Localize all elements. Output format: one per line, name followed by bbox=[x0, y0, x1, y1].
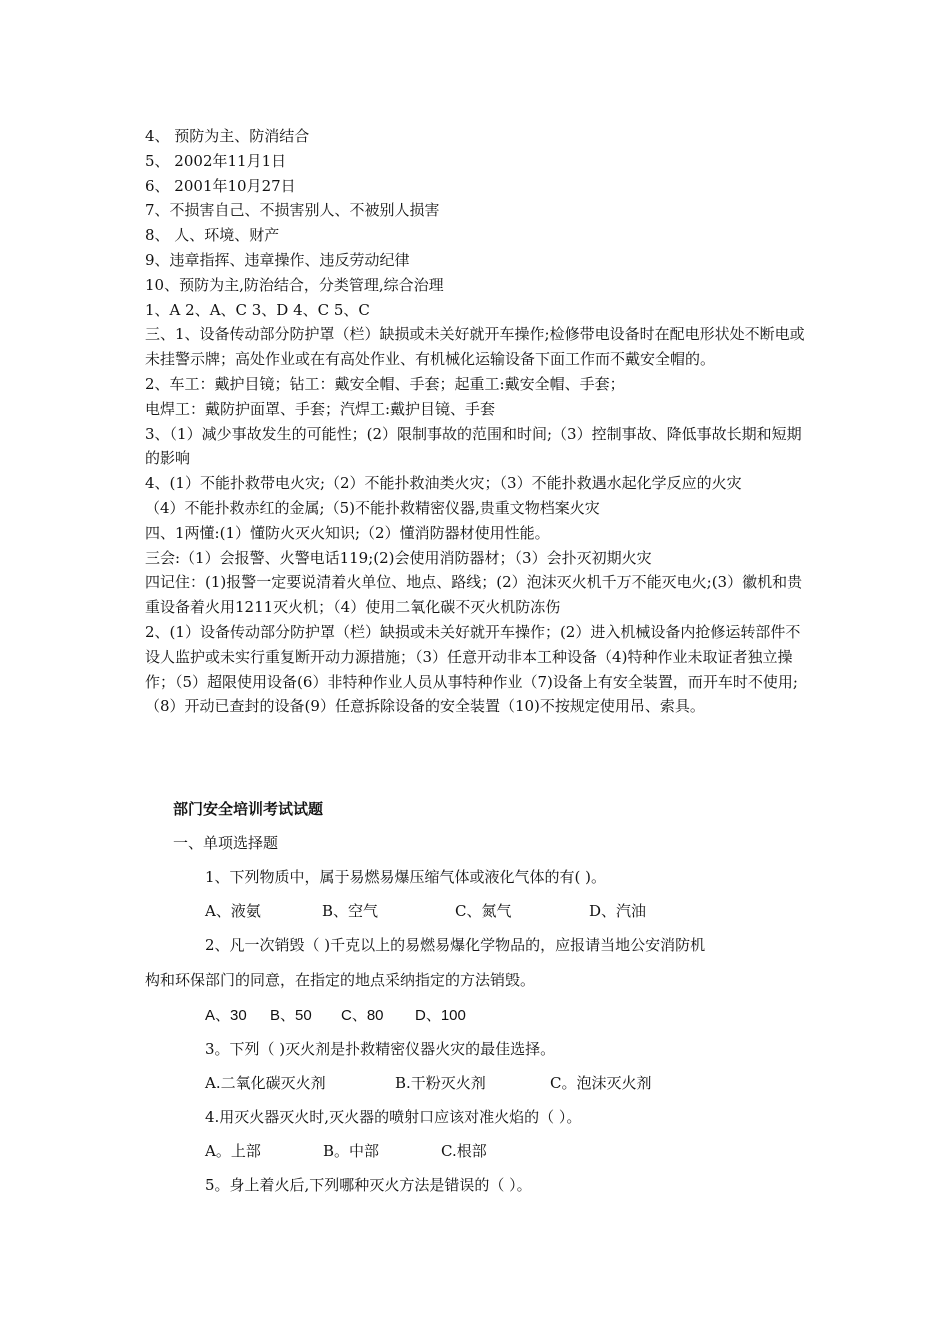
option-a: A。上部 bbox=[205, 1142, 261, 1160]
answer-line: 9、违章指挥、违章操作、违反劳动纪律 bbox=[145, 250, 410, 269]
question-2-line1: 2、凡一次销毁（ )千克以上的易燃易爆化学物品的，应报请当地公安消防机 bbox=[205, 936, 706, 954]
option-d: D、汽油 bbox=[589, 902, 647, 920]
option-b: B.干粉灭火剂 bbox=[395, 1074, 486, 1092]
answer-paragraph: 四记住：(1)报警一定要说清着火单位、地点、路线；(2）泡沫灭火机千万不能灭电火;(3）徽机和贵重设备着火用1211灭火机；（4）使用二氧化碳不灭火机防冻伤 bbox=[145, 573, 803, 617]
option-a: A.二氧化碳灭火剂 bbox=[205, 1074, 326, 1092]
answer-line: 5、 2002年11月1日 bbox=[145, 151, 287, 170]
answer-paragraph: 4、(1）不能扑救带电火灾;（2）不能扑救油类火灾；（3）不能扑救遇水起化学反应的火灾 bbox=[145, 474, 742, 493]
exam-title: 部门安全培训考试试题 bbox=[173, 800, 324, 818]
option-a: A、30 bbox=[205, 1007, 247, 1024]
option-b: B。中部 bbox=[323, 1142, 380, 1160]
answer-line: 6、 2001年10月27日 bbox=[145, 176, 296, 195]
answer-paragraph: 3、（1）减少事故发生的可能性；(2）限制事故的范围和时间;（3）控制事故、降低事故长期和短期的影响 bbox=[145, 424, 802, 468]
answer-line: 4、 预防为主、防消结合 bbox=[145, 127, 310, 145]
question-3: 3。下列（ )灭火剂是扑救精密仪器火灾的最佳选择。 bbox=[205, 1040, 556, 1058]
question-5: 5。身上着火后,下列哪种灭火方法是错误的（ ）。 bbox=[205, 1176, 532, 1194]
option-a: A、液氨 bbox=[205, 902, 261, 920]
answer-line: 7、不损害自己、不损害别人、不被别人损害 bbox=[145, 201, 440, 220]
question-4: 4.用灭火器灭火时,灭火器的喷射口应该对准火焰的（ ）。 bbox=[205, 1108, 582, 1126]
answer-line: 1、A 2、A、C 3、D 4、C 5、C bbox=[145, 300, 370, 319]
option-c: C、氮气 bbox=[455, 902, 512, 920]
answer-paragraph: 三、1、设备传动部分防护罩（栏）缺损或未关好就开车操作;检修带电设备时在配电形状处不断电或未挂警示牌；高处作业或在有高处作业、有机械化运输设备下面工作而不戴安全帽的。 bbox=[145, 325, 805, 369]
answer-key bbox=[145, 124, 810, 719]
section-heading: 一、单项选择题 bbox=[173, 834, 279, 852]
question-2-line2: 构和环保部门的同意，在指定的地点采纳指定的方法销毁。 bbox=[145, 971, 536, 989]
option-d: D、100 bbox=[415, 1007, 466, 1024]
answer-line: 2、车工：戴护目镜；钻工：戴安全帽、手套；起重工:戴安全帽、手套； bbox=[145, 374, 625, 393]
answer-paragraph: 2、(1）设备传动部分防护罩（栏）缺损或未关好就开车操作；(2）进入机械设备内抢修运转部件不设人监护或未实行重复断开动力源措施；（3）任意开动非本工种设备（4)特种作业未取证者独立操作；（5）超限使用设备(6）非特种作业人员从事特种作业（7)设备上有安全装置，而开车时不使用;（8）开动已查封的设备(9）任意拆除设备的安全装置（10)不按规定使用吊、索具。 bbox=[145, 622, 801, 716]
answer-line: 四、1两懂:(1）懂防火灭火知识;（2）懂消防器材使用性能。 bbox=[145, 523, 550, 542]
answer-line: 三会:（1）会报警、火警电话119;(2)会使用消防器材；（3）会扑灭初期火灾 bbox=[145, 548, 652, 567]
answer-line: 10、预防为主,防治结合，分类管理,综合治理 bbox=[145, 275, 444, 294]
option-b: B、50 bbox=[270, 1007, 312, 1024]
answer-line: 电焊工：戴防护面罩、手套；汽焊工:戴护目镜、手套 bbox=[145, 399, 496, 418]
option-b: B、空气 bbox=[322, 902, 379, 920]
answer-line: （4）不能扑救赤红的金属;（5)不能扑救精密仪器,贵重文物档案火灾 bbox=[145, 498, 600, 517]
option-c: C.根部 bbox=[441, 1142, 487, 1160]
answer-line: 8、 人、环境、财产 bbox=[145, 226, 280, 245]
option-c: C。泡沫灭火剂 bbox=[550, 1074, 652, 1092]
question-1: 1、下列物质中，属于易燃易爆压缩气体或液化气体的有( )。 bbox=[205, 868, 607, 886]
option-c: C、80 bbox=[341, 1007, 384, 1024]
